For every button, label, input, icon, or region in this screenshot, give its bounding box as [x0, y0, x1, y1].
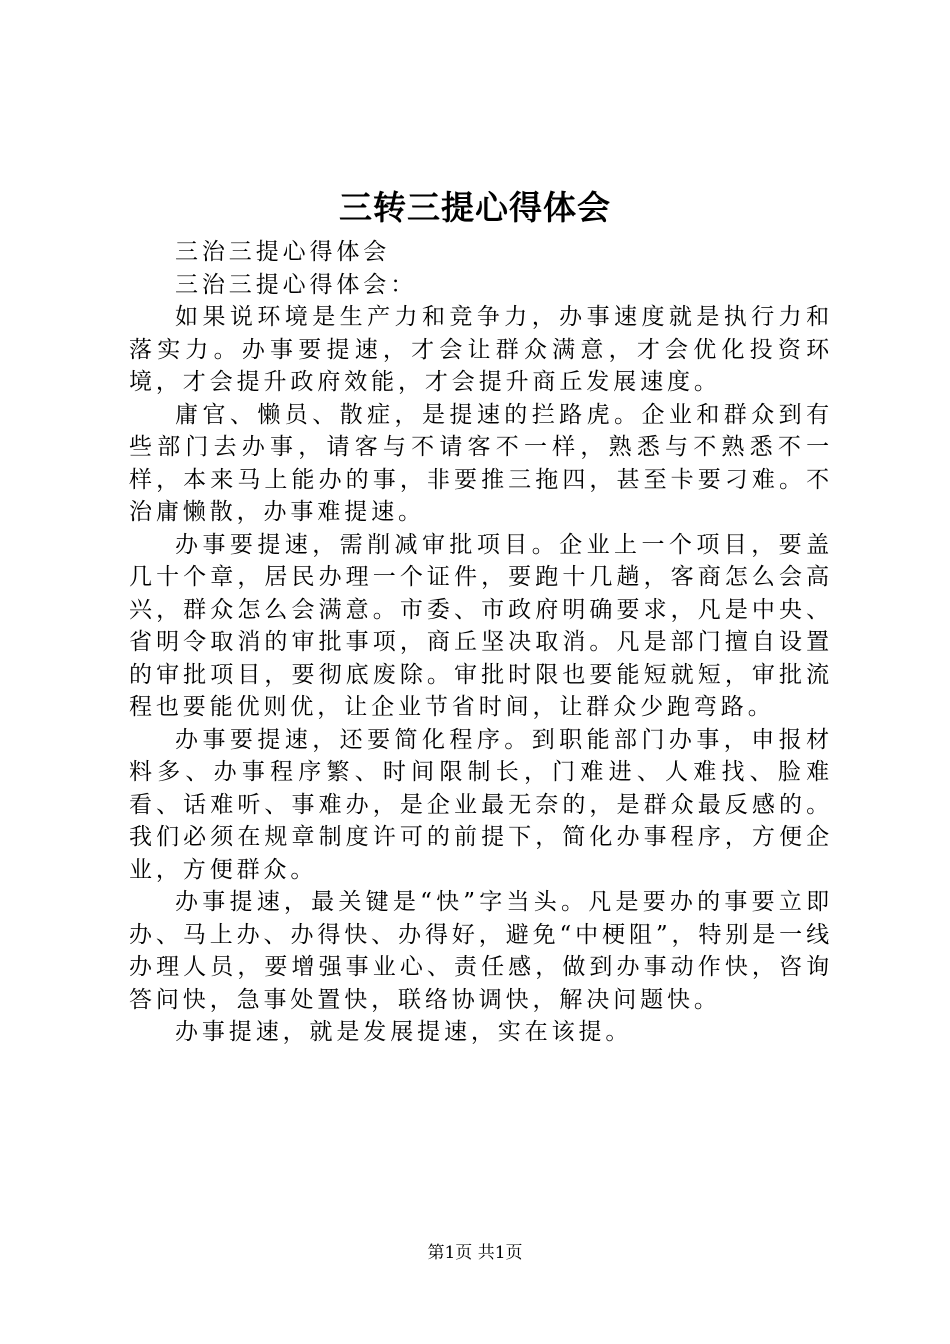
paragraph: 办事提速，就是发展提速，实在该提。: [175, 1019, 633, 1045]
paragraph: 办事提速，最关键是“快”字当头。凡是要办的事要立即办、马上办、办得快、办得好，避免“中梗阻”，特别是一线办理人员，要增强事业心、责任感，做到办事动作快，咨询答问快，急事处置快，联络协调快，解决问题快。: [129, 889, 833, 1013]
paragraph: 三治三提心得体会：: [175, 271, 418, 298]
document-body: [129, 236, 833, 1049]
paragraph: 如果说环境是生产力和竞争力，办事速度就是执行力和落实力。办事要提速，才会让群众满意，才会优化投资环境，才会提升政府效能，才会提升商丘发展速度。: [129, 304, 833, 395]
paragraph: 办事要提速，还要简化程序。到职能部门办事，申报材料多、办事程序繁、时间限制长，门难进、人难找、脸难看、话难听、事难办，是企业最无奈的，是群众最反感的。我们必须在规章制度许可的前提下，简化办事程序，方便企业，方便群众。: [129, 726, 833, 883]
paragraph: 办事要提速，需削减审批项目。企业上一个项目，要盖几十个章，居民办理一个证件，要跑十几趟，客商怎么会高兴，群众怎么会满意。市委、市政府明确要求，凡是中央、省明令取消的审批事项，商丘坚决取消。凡是部门擅自设置的审批项目，要彻底废除。审批时限也要能短就短，审批流程也要能优则优，让企业节省时间，让群众少跑弯路。: [129, 531, 833, 720]
paragraph: 庸官、懒员、散症，是提速的拦路虎。企业和群众到有些部门去办事，请客与不请客不一样，熟悉与不熟悉不一样，本来马上能办的事，非要推三拖四，甚至卡要刁难。不治庸懒散，办事难提速。: [129, 401, 833, 525]
page-footer: 第1页 共1页: [427, 1243, 523, 1263]
paragraph: 三治三提心得体会: [175, 239, 391, 265]
document-title: 三转三提心得体会: [339, 188, 611, 227]
